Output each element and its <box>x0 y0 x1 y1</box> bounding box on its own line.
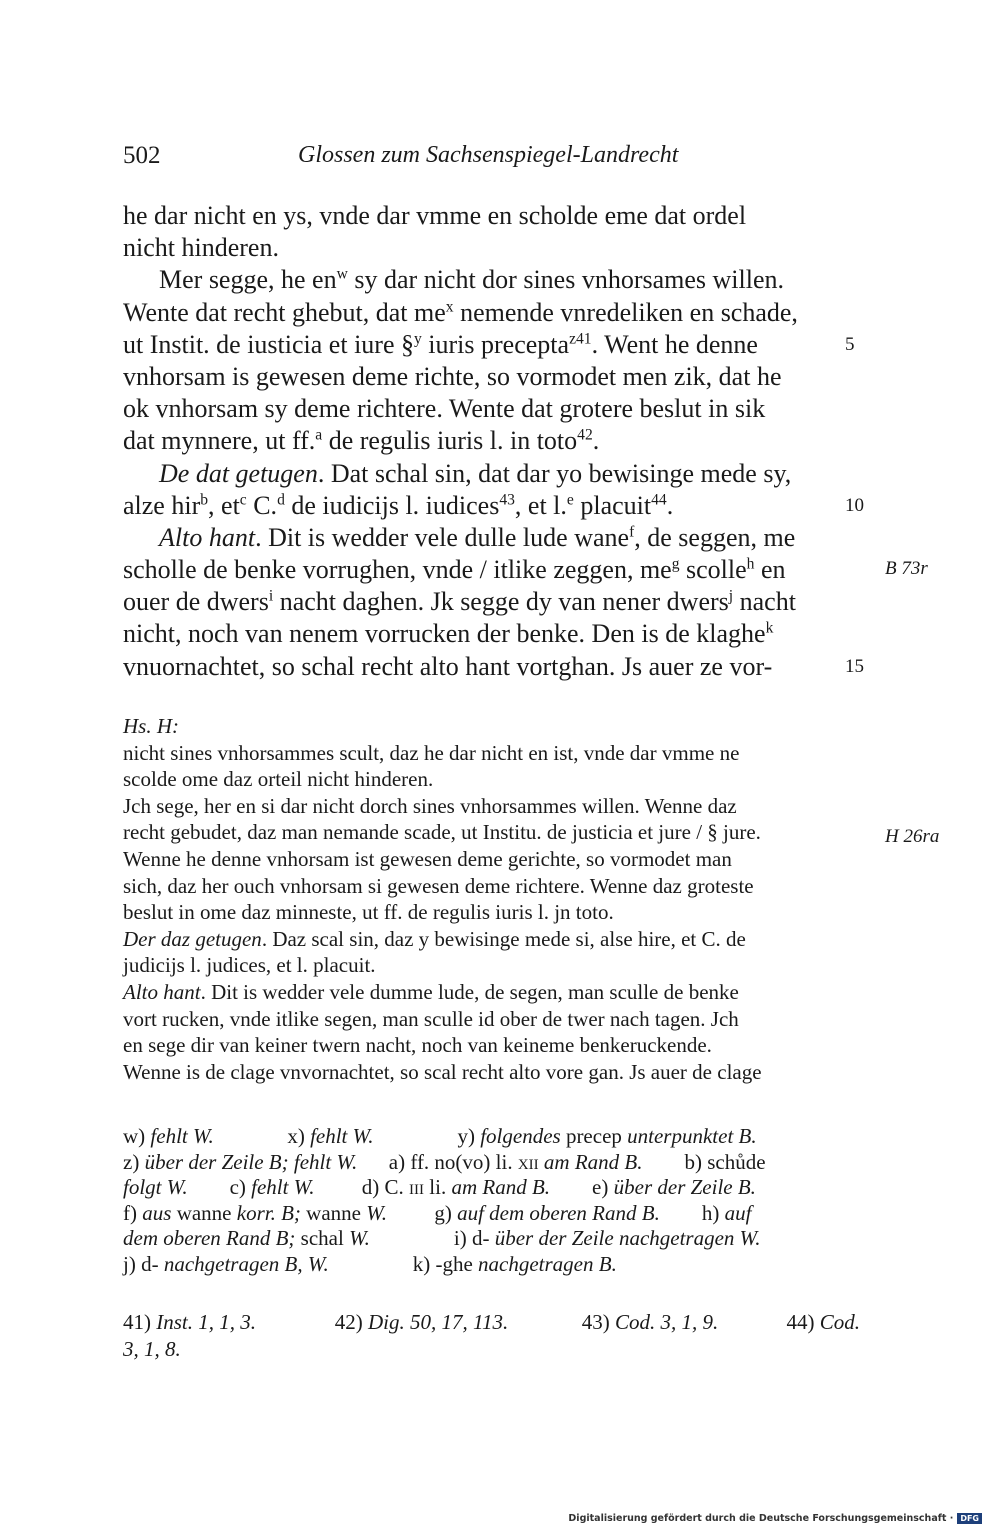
apparatus-line: dem oberen Rand B; schal W. i) d- über der Zeile nachgetragen W. <box>123 1226 761 1250</box>
line-number-15: 15 <box>845 656 864 677</box>
text-line: he dar nicht en ys, vnde dar vmme en scholde eme dat ordel <box>123 201 747 230</box>
variant-siglum: Hs. H: <box>123 714 179 738</box>
line-number-5: 5 <box>845 334 855 355</box>
footnote-line: 41) Inst. 1, 1, 3. 42) Dig. 50, 17, 113. 43) Cod. 3, 1, 9. 44) Cod. <box>123 1310 860 1334</box>
text-line: Alto hant. Dit is wedder vele dulle lude wane$^f$, de seggen, me <box>159 522 796 552</box>
line-number-10: 10 <box>845 495 864 516</box>
variant-text <box>123 713 823 1085</box>
apparatus-line: f) aus wanne korr. B; wanne W. g) auf dem oberen Rand B. h) auf <box>123 1200 752 1225</box>
running-title: Glossen zum Sachsenspiegel-Landrecht <box>298 142 679 168</box>
text-line: ok vnhorsam sy deme richtere. Wente dat grotere beslut in sik <box>123 394 766 424</box>
variant-line: scolde ome daz orteil nicht hinderen. <box>123 767 434 792</box>
critical-apparatus <box>123 1124 823 1277</box>
text-line: nicht hinderen. <box>123 233 279 263</box>
variant-line: Wenne he denne vnhorsam ist gewesen deme gerichte, so vormodet man <box>123 846 732 871</box>
variant-line: nicht sines vnhorsammes scult, daz he dar nicht en ist, vnde dar vmme ne <box>123 740 740 765</box>
footnotes <box>123 1309 860 1363</box>
text-line: scholle de benke vorrughen, vnde / itlike zeggen, $me^g$ scolle$^h$ en <box>123 555 786 585</box>
variant-line: en sege dir van keiner twern nacht, noch van keineme benkeruckende. <box>123 1033 712 1058</box>
page-header <box>123 142 823 182</box>
variant-line: sich, daz her ouch vnhorsam si gewesen deme richtere. Wenne daz groteste <box>123 873 754 898</box>
apparatus-line: w) fehlt W. x) fehlt W. y) folgendes precep unterpunktet B. <box>123 1124 757 1148</box>
apparatus-line: folgt W. c) fehlt W. d) C. iii li. am Rand B. e) über der Zeile B. <box>123 1175 756 1199</box>
dfg-logo-icon: DFG <box>957 1513 982 1524</box>
variant-line: judicijs l. judices, et l. placuit. <box>123 953 376 978</box>
main-text <box>123 200 823 683</box>
text-line: De dat getugen. Dat schal sin, dat dar yo bewisinge mede sy, <box>159 458 792 488</box>
page-number: 502 <box>123 142 161 169</box>
text-line: vnuornachtet, so schal recht alto hant vortghan. Js auer ze vor- <box>123 651 773 681</box>
text-line: nicht, noch van nenem vorrucken der benke. Den is de klaghe$^k$ <box>123 619 774 649</box>
apparatus-line: j) d- nachgetragen B, W. k) -ghe nachgetragen B. <box>123 1251 617 1276</box>
text-line: Mer segge, he $en^w$ sy dar nicht dor sines vnhorsames willen. <box>159 265 785 295</box>
text-line: Wente dat recht ghebut, dat $me^x$ nemende vnredeliken en schade, <box>123 297 798 327</box>
variant-line: recht gebudet, daz man nemande scade, ut Institu. de justicia et jure / § jure. <box>123 820 761 845</box>
variant-line: Alto hant. Dit is wedder vele dumme lude, de segen, man sculle de benke <box>123 979 739 1004</box>
folio-marker-h: H 26ra <box>885 826 940 847</box>
text-line: dat mynnere, ut ff.$^a$ de regulis iuris l. in toto$^{42}$. <box>123 426 600 456</box>
apparatus-line: z) über der Zeile B; fehlt W. a) ff. no(vo) li. xii am Rand B. b) schůde <box>123 1149 766 1174</box>
variant-line: Wenne is de clage vnvornachtet, so scal recht alto vore gan. Js auer de clage <box>123 1059 762 1084</box>
variant-line: beslut in ome daz minneste, ut ff. de regulis iuris l. jn toto. <box>123 900 614 925</box>
text-line: alze hir$^b$, $et^c$ C.$^d$ de iudicijs l. iudices$^{43}$, et l.$^e$ placuit$^{44}$. <box>123 490 674 520</box>
digitization-text: Digitalisierung gefördert durch die Deutsche Forschungsgemeinschaft · <box>568 1513 954 1524</box>
text-line: ouer de dwers$^i$ nacht daghen. Jk segge dy van nener dwers$^j$ nacht <box>123 587 796 617</box>
folio-marker-b: B 73r <box>885 558 928 579</box>
text-line: ut Instit. de iusticia et iure §$^y$ iuris precepta$^{z41}$. Went he denne <box>123 329 758 359</box>
text-line: vnhorsam is gewesen deme richte, so vormodet men zik, dat he <box>123 361 782 391</box>
footnote-line: 3, 1, 8. <box>123 1337 181 1361</box>
variant-line: Der daz getugen. Daz scal sin, daz y bewisinge mede si, alse hire, et C. de <box>123 926 746 951</box>
variant-line: vort rucken, vnde itlike segen, man sculle id ober de twer nach tagen. Jch <box>123 1006 739 1031</box>
variant-line: Jch sege, her en si dar nicht dorch sines vnhorsammes willen. Wenne daz <box>123 793 737 818</box>
digitization-note <box>568 1513 982 1524</box>
